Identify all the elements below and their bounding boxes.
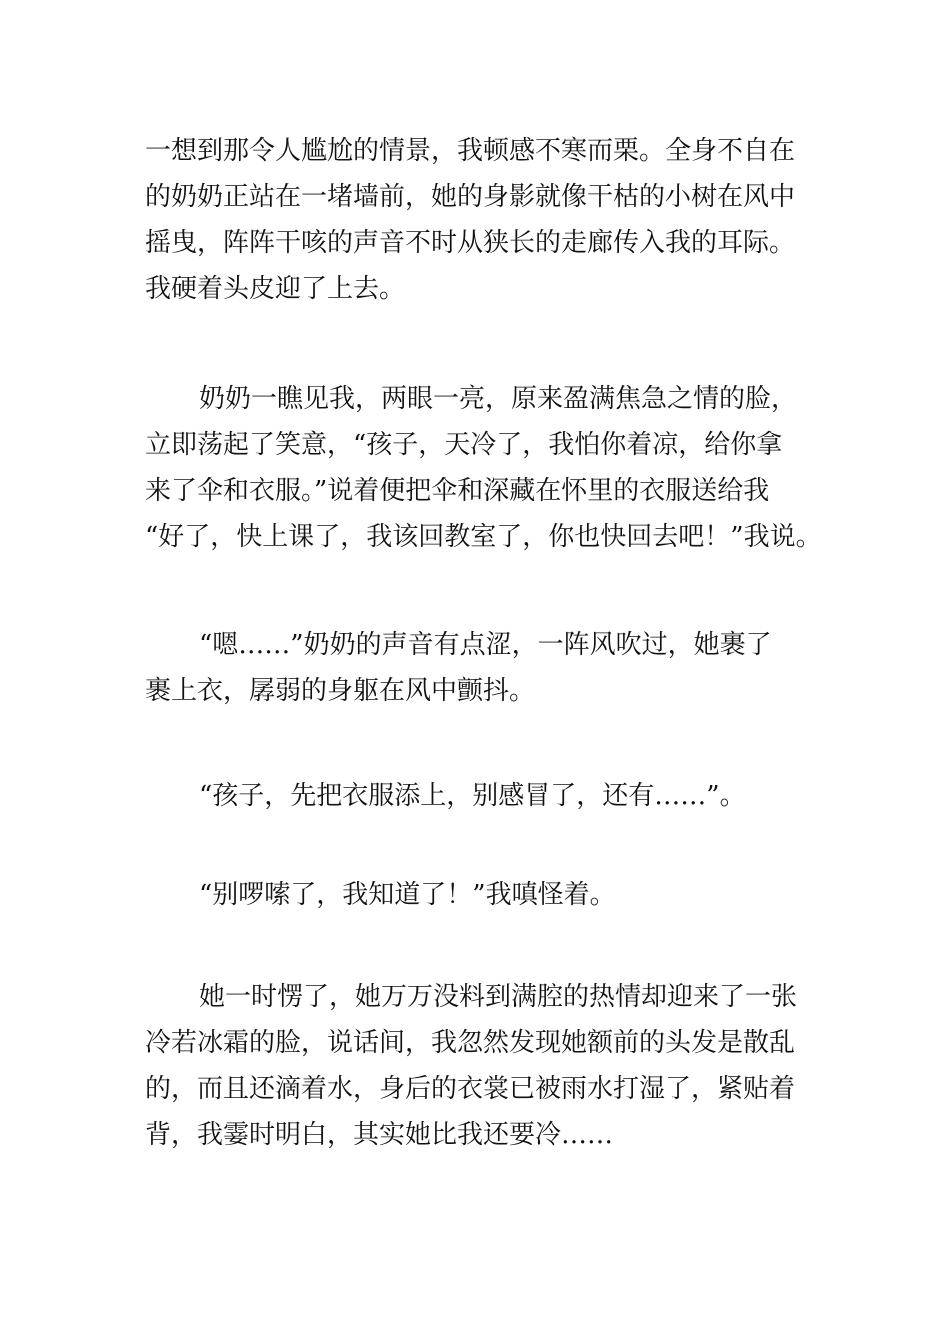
paragraph-line: “别啰嗦了，我知道了！”我嗔怪着。	[199, 880, 616, 910]
paragraph-line: 的奶奶正站在一堵墙前，她的身影就像干枯的小树在风中	[145, 182, 796, 212]
paragraph-line: “好了，快上课了，我该回教室了，你也快回去吧！”我说。	[145, 522, 822, 552]
paragraph-line: 冷若冰霜的脸，说话间，我忽然发现她额前的头发是散乱	[145, 1028, 796, 1058]
paragraph-2	[145, 376, 822, 560]
paragraph-line: 背，我霎时明白，其实她比我还要冷……	[145, 1120, 614, 1150]
paragraph-3	[145, 622, 815, 714]
paragraph-4	[145, 773, 815, 819]
paragraph-1	[145, 128, 815, 312]
paragraph-line: 的，而且还滴着水，身后的衣裳已被雨水打湿了，紧贴着	[145, 1074, 796, 1104]
paragraph-line: “孩子，先把衣服添上，别感冒了，还有……”。	[199, 781, 746, 811]
paragraph-line: 一想到那令人尴尬的情景，我顿感不寒而栗。全身不自在	[145, 136, 796, 166]
paragraph-line: 奶奶一瞧见我，两眼一亮，原来盈满焦急之情的脸，	[199, 384, 798, 414]
paragraph-5	[145, 872, 815, 918]
paragraph-6	[145, 974, 815, 1158]
paragraph-line: “嗯……”奶奶的声音有点涩，一阵风吹过，她裹了	[199, 630, 772, 660]
paragraph-line: 她一时愣了，她万万没料到满腔的热情却迎来了一张	[199, 982, 798, 1012]
paragraph-line: 裹上衣，孱弱的身躯在风中颤抖。	[145, 676, 536, 706]
paragraph-line: 摇曳，阵阵干咳的声音不时从狭长的走廊传入我的耳际。	[145, 228, 796, 258]
paragraph-line: 立即荡起了笑意，“孩子，天冷了，我怕你着凉，给你拿	[145, 430, 783, 460]
paragraph-line: 来了伞和衣服。”说着便把伞和深藏在怀里的衣服送给我	[145, 476, 770, 506]
paragraph-line: 我硬着头皮迎了上去。	[145, 274, 406, 304]
